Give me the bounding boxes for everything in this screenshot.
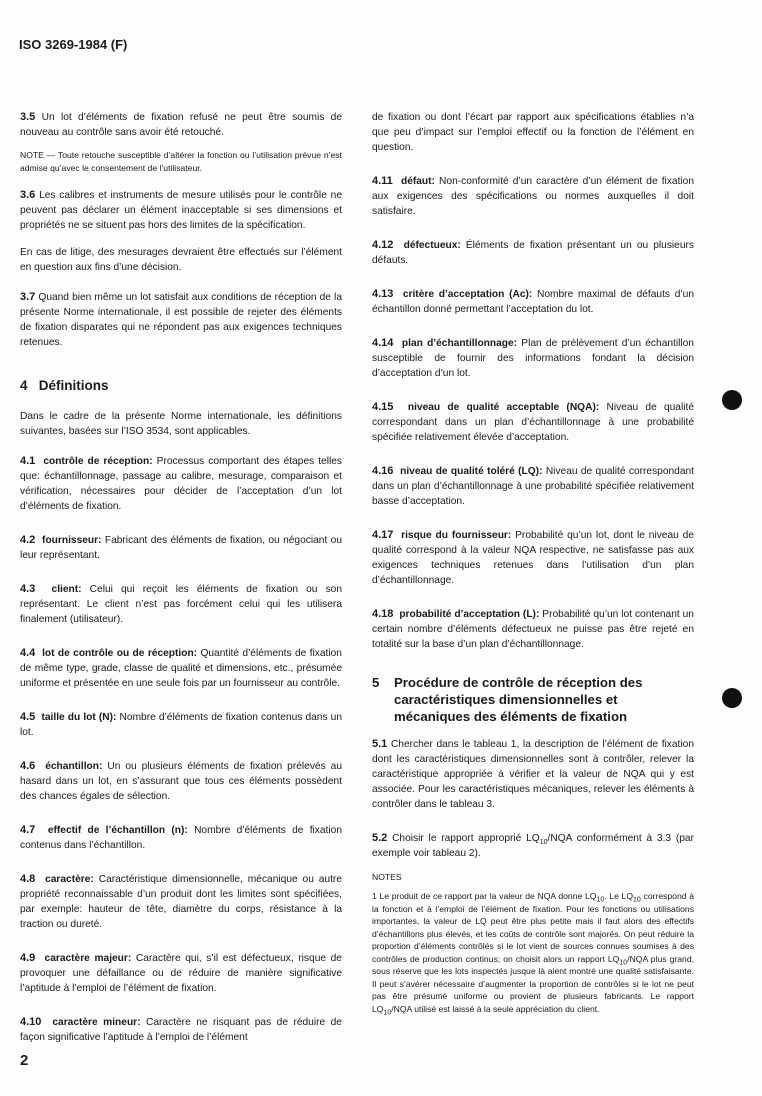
definition-4-3	[20, 582, 342, 627]
definition-4-13	[372, 287, 694, 317]
definition-text: Nombre d’éléments de fixation contenus dans un lot.	[20, 712, 342, 738]
definition-text: Caractère ne risquant pas de réduire de façon significative l’aptitude à l’emploi de l’élément	[20, 1017, 342, 1043]
clause-text-b: /NQA conformément à 3.3 (par exemple voir tableau 2).	[372, 833, 694, 859]
definition-term: plan d’échantillonnage:	[401, 338, 518, 349]
definition-text: Nombre d’éléments de fixation contenus dans l’échantillon.	[20, 825, 342, 851]
definition-term: échantillon:	[45, 761, 103, 772]
definition-4-18	[372, 607, 694, 652]
clause-4-10-continued: de fixation ou dont l’écart par rapport aux spécifications établies n’a que peu d’impact sur l’emploi effectif ou la fonction de l’élément en question.	[372, 112, 694, 153]
definition-4-6	[20, 759, 342, 804]
left-column	[20, 110, 342, 1064]
definition-term: fournisseur:	[42, 535, 102, 546]
definition-term: défaut:	[400, 176, 435, 187]
clause-text: Un lot d’éléments de fixation refusé ne peut être soumis de nouveau au contrôle sans avoir été retouché.	[20, 112, 342, 138]
section-4-intro: Dans le cadre de la présente Norme internationale, les définitions suivantes, basées sur l’ISO 3534, sont applicables.	[20, 411, 342, 437]
subscript: 10	[619, 959, 628, 967]
clause-number: 5.2	[372, 832, 388, 844]
note-text: /NQA utilisé est laissé à la seule appréciation du client.	[391, 1003, 600, 1014]
definition-number: 4.8	[20, 873, 36, 885]
section-number: 4	[20, 378, 28, 393]
definition-text: Caractéristique dimensionnelle, mécanique ou autre propriété reconnaissable d’un produit dont les limites sont spécifiées, par exemple: hauteur de tête, diamètre du corps, résistance à la traction ou dureté.	[20, 874, 342, 930]
definition-number: 4.15	[372, 401, 394, 413]
clause-text: Quand bien même un lot satisfait aux conditions de réception de la présente Norme internationale, il est possible de rejeter des éléments de fixation disparates qui ne répondent pas aux exigences techniques retenues.	[20, 292, 342, 348]
definition-number: 4.9	[20, 952, 36, 964]
section-number: 5	[372, 675, 380, 690]
right-column	[372, 110, 694, 1029]
clause-5-2	[372, 831, 694, 861]
definition-number: 4.1	[20, 455, 36, 467]
definition-term: client:	[51, 584, 82, 595]
definition-term: critère d’acceptation (Ac):	[402, 289, 533, 300]
note-text: /NQA plus grand, sous réserve que les lots inspectés jusque là aient montré une qualité satisfaisante. Il peut s’avérer nécessaire d’augmenter la proportion de contrôles si le lot ne peut pas être présumé uniforme ou provient de plusieurs fabricants. Le rapport LQ	[372, 953, 694, 1014]
definition-term: risque du fournisseur:	[401, 530, 512, 541]
subscript: 10	[383, 1009, 392, 1017]
margin-bullet-mark	[722, 688, 742, 708]
page-number: 2	[20, 1052, 29, 1069]
section-title: Définitions	[38, 378, 109, 393]
definition-term: défectueux:	[403, 240, 461, 251]
definition-4-7	[20, 823, 342, 853]
subscript: 10	[633, 896, 641, 904]
definition-text: Processus comportant des étapes telles que: échantillonnage, passage au calibre, mesurage, comparaison et vérification, nécessaires pour décider de l’acceptation d’un lot d’éléments de fixation.	[20, 456, 343, 512]
section-5-heading	[372, 674, 694, 725]
clause-number: 5.1	[372, 738, 388, 750]
subscript: 10	[539, 839, 548, 847]
definition-number: 4.6	[20, 760, 36, 772]
clause-3-5	[20, 110, 342, 140]
definition-text: Plan de prélèvement d’un échantillon susceptible de fournir des informations fondant la décision d’acceptation d’un lot.	[372, 338, 694, 379]
definition-number: 4.4	[20, 647, 36, 659]
definition-text: Caractère qui, s’il est défectueux, risque de provoquer une défaillance ou de réduire de manière significative l’aptitude à l’emploi de l’élément de fixation.	[20, 953, 342, 994]
definition-text: Niveau de qualité correspondant dans un plan d’échantillonnage à une probabilité spécifiée relativement basse d’acceptation.	[372, 466, 695, 507]
definition-text: Fabricant des éléments de fixation, ou négociant ou leur représentant.	[20, 535, 342, 561]
definition-number: 4.2	[20, 534, 36, 546]
notes-title: NOTES	[372, 872, 402, 882]
definition-4-5	[20, 710, 342, 740]
definition-number: 4.18	[372, 608, 394, 620]
definition-text: Celui qui reçoit les éléments de fixation ou son représentant. Le client n’est pas forcément celui qui les utilisera finalement (utilisateur).	[20, 584, 343, 625]
definition-4-16	[372, 464, 694, 509]
definition-term: effectif de l’échantillon (n):	[47, 825, 188, 836]
definition-number: 4.5	[20, 711, 36, 723]
definition-4-1	[20, 454, 342, 514]
definition-term: niveau de qualité acceptable (NQA):	[407, 402, 600, 413]
document-header: ISO 3269-1984 (F)	[19, 37, 128, 52]
definition-number: 4.13	[372, 288, 394, 300]
clause-text: Les calibres et instruments de mesure utilisés pour le contrôle ne peuvent pas déclarer un élément inacceptable si ses dimensions et propriétés ne se situent pas hors des limites de la spécification.	[20, 190, 342, 231]
clause-number: 3.7	[20, 291, 36, 303]
note-text: . Le LQ	[604, 891, 634, 901]
definition-term: contrôle de réception:	[43, 456, 153, 467]
definition-text: Probabilité qu’un lot contenant un certain nombre d’éléments défectueux ne puisse pas être rejeté en totalité sur la base d’un plan d’échantillonnage.	[372, 609, 694, 650]
definition-4-4	[20, 646, 342, 691]
definition-number: 4.3	[20, 583, 36, 595]
definition-term: taille du lot (N):	[41, 712, 117, 723]
definition-4-14	[372, 336, 694, 381]
section-title: Procédure de contrôle de réception des caractéristiques dimensionnelles et mécaniques des éléments de fixation	[394, 675, 643, 724]
definitions-list-left	[20, 454, 342, 1045]
definition-term: niveau de qualité toléré (LQ):	[400, 466, 543, 477]
clause-5-1	[372, 737, 694, 812]
margin-bullet-mark	[722, 390, 742, 410]
definition-4-8	[20, 872, 342, 932]
note-3-5: NOTE — Toute retouche susceptible d’altérer la fonction ou l’utilisation prévue n’est admise qu’avec le consentement de l’utilisateur.	[20, 150, 342, 173]
definitions-list-right	[372, 174, 694, 652]
clause-text: Chercher dans le tableau 1, la description de l’élément de fixation dont les caractéristiques dimensionnelles sont à contrôler, relever la caractéristique appropriée à vérifier et la valeur de NQA qui y est associée. Pour les caractéristiques mécaniques, relever les éléments à contrôler dans le tableau 3.	[372, 739, 694, 810]
clause-3-6	[20, 188, 342, 233]
section-4-heading	[20, 378, 342, 393]
definition-text: Non-conformité d’un caractère d’un élément de fixation aux exigences des spécifications ou normes auxquelles il doit satisfaire.	[372, 176, 695, 217]
definition-text: Niveau de qualité correspondant dans un plan d’échantillonnage à une probabilité spécifiée relativement élevée d’acceptation.	[372, 402, 694, 443]
definition-term: lot de contrôle ou de réception:	[42, 648, 198, 659]
definition-text: Probabilité qu’un lot, dont le niveau de qualité correspond à la valeur NQA respective, ne satisfasse pas aux exigences techniques retenues dans l’utilisation d’un plan d’échantillonnage.	[372, 530, 694, 586]
definition-4-15	[372, 400, 694, 445]
definition-number: 4.17	[372, 529, 394, 541]
clause-number: 3.5	[20, 111, 36, 123]
clause-3-6-paragraph-2: En cas de litige, des mesurages devraient être effectués sur l’élément en question aux fins d’une décision.	[20, 247, 342, 273]
definition-text: Nombre maximal de défauts d’un échantillon donné permettant l’acceptation du lot.	[372, 289, 694, 315]
definition-text: Quantité d’éléments de fixation de même type, grade, classe de qualité et dimensions, etc., présumée uniforme et présentée en une seule fois par un fournisseur au contrôle.	[20, 648, 342, 689]
definition-term: caractère mineur:	[52, 1017, 141, 1028]
definition-term: probabilité d’acceptation (L):	[399, 609, 540, 620]
definition-term: caractère:	[45, 874, 94, 885]
clause-number: 3.6	[20, 189, 36, 201]
definition-number: 4.11	[372, 175, 393, 187]
definition-4-2	[20, 533, 342, 563]
note-text: correspond à la fonction et à l’emploi de l’élément de fixation. Pour les fonctions ou utilisations importantes, la valeur de LQ peut être plus petite mais il faut alors des effectifs d’échantillons plus élevés, et les coûts de contrôle sont majorés. On peut réduire la proportion d’éléments contrôlés si le lot vient de sources connues soumises à des contrôles de production continus; on choisit alors un rapport LQ	[372, 891, 694, 964]
definition-4-9	[20, 951, 342, 996]
clause-3-7	[20, 290, 342, 350]
definition-4-11	[372, 174, 694, 219]
definition-number: 4.16	[372, 465, 394, 477]
definition-text: Un ou plusieurs éléments de fixation prélevés au hasard dans un lot, en s’assurant que tous ces éléments possèdent des chances égales de sélection.	[20, 761, 342, 802]
note-1	[372, 890, 694, 1015]
definition-4-10	[20, 1015, 342, 1045]
note-text: 1 Le produit de ce rapport par la valeur de NQA donne LQ	[372, 891, 597, 901]
definition-number: 4.14	[372, 337, 394, 349]
definition-4-17	[372, 528, 694, 588]
definition-number: 4.10	[20, 1016, 42, 1028]
definition-4-12	[372, 238, 694, 268]
definition-term: caractère majeur:	[44, 953, 132, 964]
subscript: 10	[596, 896, 605, 904]
definition-number: 4.12	[372, 239, 394, 251]
clause-text-a: Choisir le rapport approprié LQ	[392, 833, 540, 844]
definition-text: Éléments de fixation présentant un ou plusieurs défauts.	[372, 240, 694, 266]
definition-number: 4.7	[20, 824, 36, 836]
